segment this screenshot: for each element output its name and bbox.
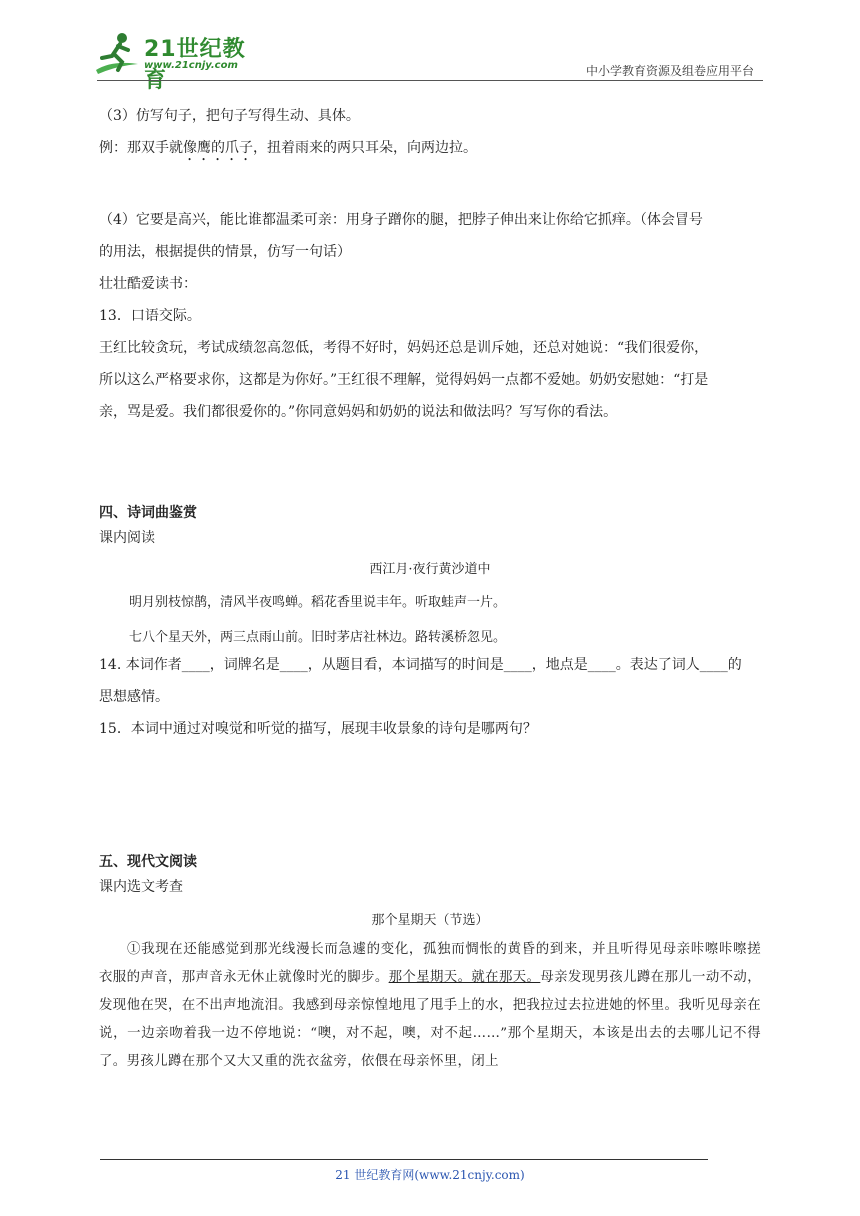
q4-line3: 壮壮酷爱读书： <box>99 276 197 292</box>
article-paragraph-1 <box>99 936 761 1076</box>
q4-line2: 的用法，根据提供的情景，仿写一句话） <box>99 244 351 260</box>
q13-title: 13．口语交际。 <box>99 308 201 324</box>
q4-line1: （4）它要是高兴，能比谁都温柔可亲：用身子蹭你的腿，把脖子伸出来让你给它抓痒。（体会冒号 <box>99 212 703 228</box>
article-text-end: 母亲发现男孩儿蹲在那儿一动不动，发现他在哭，在不出声地流泪。我感到母亲惊惶地甩了甩手上的水，把我拉过去拉进她的怀里。我听见母亲在说，一边亲吻着我一边不停地说：“噢，对不起，噢，对不起……”那个星期天，本该是出去的去哪儿记不得了。男孩儿蹲在那个又大又重的洗衣盆旁，依偎在母亲怀里，闭上 <box>99 970 762 1069</box>
q3-example <box>99 136 761 164</box>
runner-logo-icon <box>92 30 142 76</box>
q3-example-dotted: 像鹰的爪子 <box>183 140 253 156</box>
q13-line3: 亲，骂是爱。我们都很爱你的。”你同意妈妈和奶奶的说法和做法吗？写写你的看法。 <box>99 404 618 420</box>
article-underlined-text: 那个星期天。就在那天。 <box>388 970 541 985</box>
site-logo[interactable] <box>92 30 262 93</box>
footer-link[interactable]: 21 世纪教育网(www.21cnjy.com) <box>335 1168 525 1182</box>
q15: 15．本词中通过对嗅觉和听觉的描写，展现丰收景象的诗句是哪两句？ <box>99 721 537 737</box>
document-body <box>99 100 761 1076</box>
poem-line-2: 七八个星天外，两三点雨山前。旧时茅店社林边。路转溪桥忽见。 <box>129 630 507 645</box>
poem-line-1: 明月别枝惊鹊，清风半夜鸣蝉。稻花香里说丰年。听取蛙声一片。 <box>129 595 507 610</box>
logo-url: www.21cnjy.com <box>144 60 238 71</box>
page-header <box>0 0 860 93</box>
section4-title: 四、诗词曲鉴赏 <box>99 505 197 521</box>
article-title: 那个星期天（节选） <box>371 913 489 928</box>
q14-line1: 14. 本词作者____，词牌名是____，从题目看，本词描写的时间是____，地点是____。表达了词人____的 <box>99 657 742 673</box>
logo-title: 21世纪教育 <box>144 37 246 93</box>
q14-line2: 思想感情。 <box>99 689 169 705</box>
article-text-start: ①我现在还能感觉到那光线漫长而急遽的变化，孤独而惆怅的黄昏的到来，并且听得见母亲咔嚓咔嚓搓衣服的声音，那声音永无休止就像时光的脚步。 <box>99 942 761 985</box>
poem-title: 西江月·夜行黄沙道中 <box>369 562 491 577</box>
q13-line2: 所以这么严格要求你，这都是为你好。”王红很不理解，觉得妈妈一点都不爱她。奶奶安慰她：“打是 <box>99 372 709 388</box>
section5-subtitle: 课内选文考查 <box>99 879 183 895</box>
q3-example-suffix: ，扭着雨来的两只耳朵，向两边拉。 <box>253 140 477 156</box>
platform-name: 中小学教育资源及组卷应用平台 <box>585 64 754 78</box>
header-divider <box>97 80 763 81</box>
q3-prompt: （3）仿写句子，把句子写得生动、具体。 <box>99 108 360 124</box>
q3-example-prefix: 例：那双手就 <box>99 140 183 156</box>
q13-line1: 王红比较贪玩，考试成绩忽高忽低，考得不好时，妈妈还总是训斥她，还总对她说：“我们很爱你， <box>99 340 709 356</box>
section5-title: 五、现代文阅读 <box>99 854 197 870</box>
section4-subtitle: 课内阅读 <box>99 530 155 546</box>
footer-divider <box>100 1159 708 1160</box>
